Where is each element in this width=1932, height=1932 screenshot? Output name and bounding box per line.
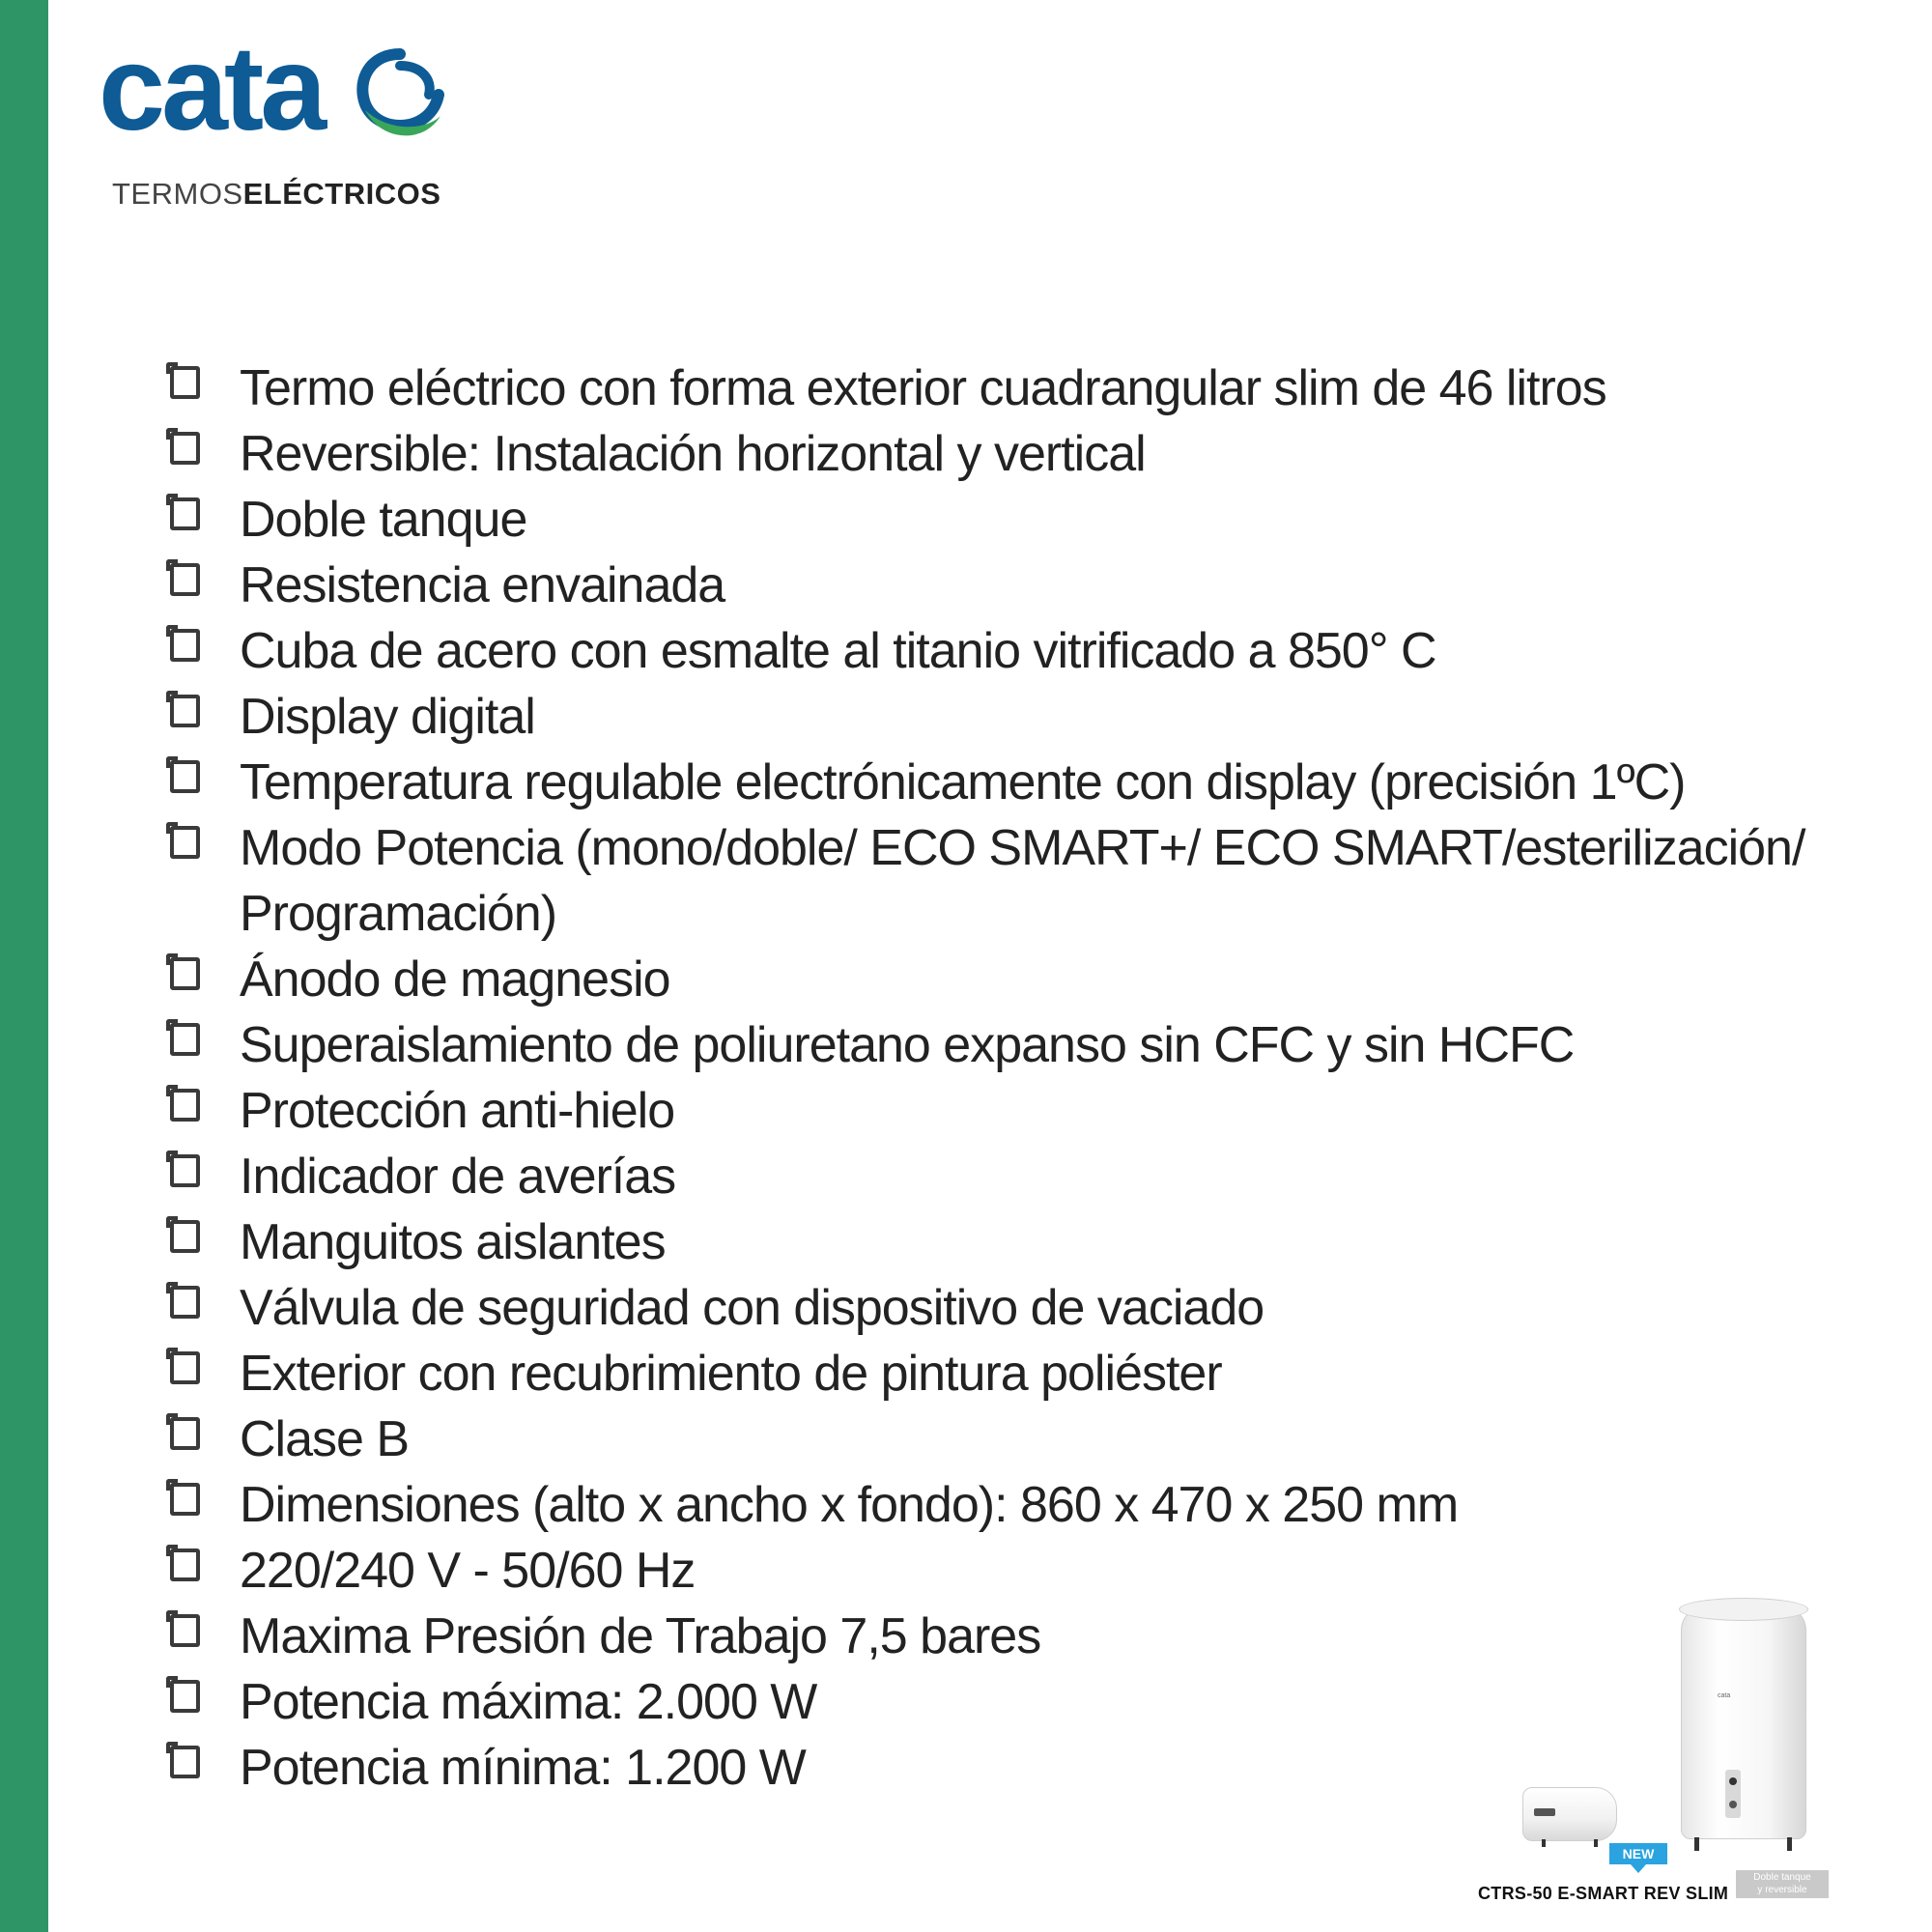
- feature-tag: [1736, 1870, 1829, 1898]
- checkbox-icon: [170, 1614, 200, 1647]
- feature-text: Válvula de seguridad con dispositivo de vaciado: [240, 1280, 1264, 1336]
- feature-text: 220/240 V - 50/60 Hz: [240, 1543, 696, 1599]
- product-image: [1468, 1584, 1835, 1918]
- product-category: [112, 177, 440, 212]
- checkbox-icon: [170, 1746, 200, 1778]
- vertical-heater-top: [1679, 1598, 1808, 1621]
- feature-text: Protección anti-hielo: [240, 1083, 675, 1139]
- checkbox-icon: [170, 1089, 200, 1122]
- heater-leg: [1787, 1837, 1792, 1851]
- heater-knob-icon: [1729, 1801, 1737, 1808]
- checkbox-icon: [170, 497, 200, 530]
- feature-item: [168, 1209, 1897, 1275]
- category-bold: ELÉCTRICOS: [242, 177, 441, 211]
- tag-line: y reversible: [1757, 1885, 1807, 1895]
- feature-text: Ánodo de magnesio: [240, 952, 670, 1008]
- feature-text: Indicador de averías: [240, 1149, 676, 1205]
- feature-item: [168, 1406, 1897, 1472]
- feature-text: Termo eléctrico con forma exterior cuadrangular slim de 46 litros: [240, 360, 1606, 416]
- feature-text: Reversible: Instalación horizontal y vertical: [240, 426, 1146, 482]
- feature-item: [168, 618, 1897, 684]
- checkbox-icon: [170, 1220, 200, 1253]
- checkbox-icon: [170, 760, 200, 793]
- feature-text: Cuba de acero con esmalte al titanio vitrificado a 850° C: [240, 623, 1436, 679]
- checkbox-icon: [170, 1286, 200, 1319]
- heater-leg: [1542, 1839, 1546, 1847]
- feature-text: Superaislamiento de poliuretano expanso sin CFC y sin HCFC: [240, 1017, 1575, 1073]
- checkbox-icon: [170, 629, 200, 662]
- feature-text: Doble tanque: [240, 492, 527, 548]
- feature-item: [168, 1144, 1897, 1209]
- heater-display-icon: [1729, 1777, 1737, 1785]
- cata-logo-mark-icon: [352, 46, 448, 143]
- heater-logo: cata: [1718, 1692, 1731, 1699]
- vertical-water-heater: [1681, 1605, 1806, 1839]
- new-badge: NEW: [1609, 1843, 1667, 1864]
- checkbox-icon: [170, 1023, 200, 1056]
- feature-text: Potencia mínima: 1.200 W: [240, 1740, 806, 1796]
- model-name: CTRS-50 E-SMART REV SLIM: [1478, 1884, 1729, 1903]
- feature-text: Dimensiones (alto x ancho x fondo): 860 x 470 x 250 mm: [240, 1477, 1459, 1533]
- checkbox-icon: [170, 826, 200, 859]
- checkbox-icon: [170, 1680, 200, 1713]
- checkbox-icon: [170, 1483, 200, 1516]
- category-light: TERMOS: [112, 177, 243, 211]
- feature-item: [168, 421, 1897, 487]
- checkbox-icon: [170, 1154, 200, 1187]
- feature-text: Exterior con recubrimiento de pintura poliéster: [240, 1346, 1222, 1402]
- feature-item: [168, 1472, 1897, 1538]
- horizontal-heater-display: [1534, 1808, 1555, 1816]
- feature-text: Resistencia envainada: [240, 557, 725, 613]
- feature-text: Modo Potencia (mono/doble/ ECO SMART+/ ECO SMART/esterilización/ Programación): [240, 820, 1805, 942]
- feature-item: [168, 947, 1897, 1012]
- checkbox-icon: [170, 695, 200, 727]
- feature-item: [168, 487, 1897, 553]
- feature-text: Clase B: [240, 1411, 410, 1467]
- feature-text: Maxima Presión de Trabajo 7,5 bares: [240, 1608, 1041, 1664]
- heater-leg: [1594, 1839, 1598, 1847]
- checkbox-icon: [170, 563, 200, 596]
- feature-item: [168, 1078, 1897, 1144]
- checkbox-icon: [170, 366, 200, 399]
- feature-item: [168, 684, 1897, 750]
- tag-line: Doble tanque: [1753, 1872, 1811, 1883]
- feature-item: [168, 815, 1897, 947]
- feature-text: Potencia máxima: 2.000 W: [240, 1674, 817, 1730]
- heater-leg: [1694, 1837, 1699, 1851]
- feature-text: Temperatura regulable electrónicamente con display (precisión 1ºC): [240, 754, 1686, 810]
- feature-text: Display digital: [240, 689, 535, 745]
- left-accent-bar: [0, 0, 48, 1932]
- feature-item: [168, 1012, 1897, 1078]
- feature-item: [168, 355, 1897, 421]
- checkbox-icon: [170, 432, 200, 465]
- checkbox-icon: [170, 957, 200, 990]
- logo-wordmark: cata: [99, 22, 324, 156]
- feature-item: [168, 553, 1897, 618]
- checkbox-icon: [170, 1351, 200, 1384]
- feature-item: [168, 750, 1897, 815]
- feature-item: [168, 1341, 1897, 1406]
- feature-item: [168, 1275, 1897, 1341]
- feature-text: Manguitos aislantes: [240, 1214, 666, 1270]
- cata-logo: [99, 22, 466, 156]
- checkbox-icon: [170, 1417, 200, 1450]
- checkbox-icon: [170, 1548, 200, 1581]
